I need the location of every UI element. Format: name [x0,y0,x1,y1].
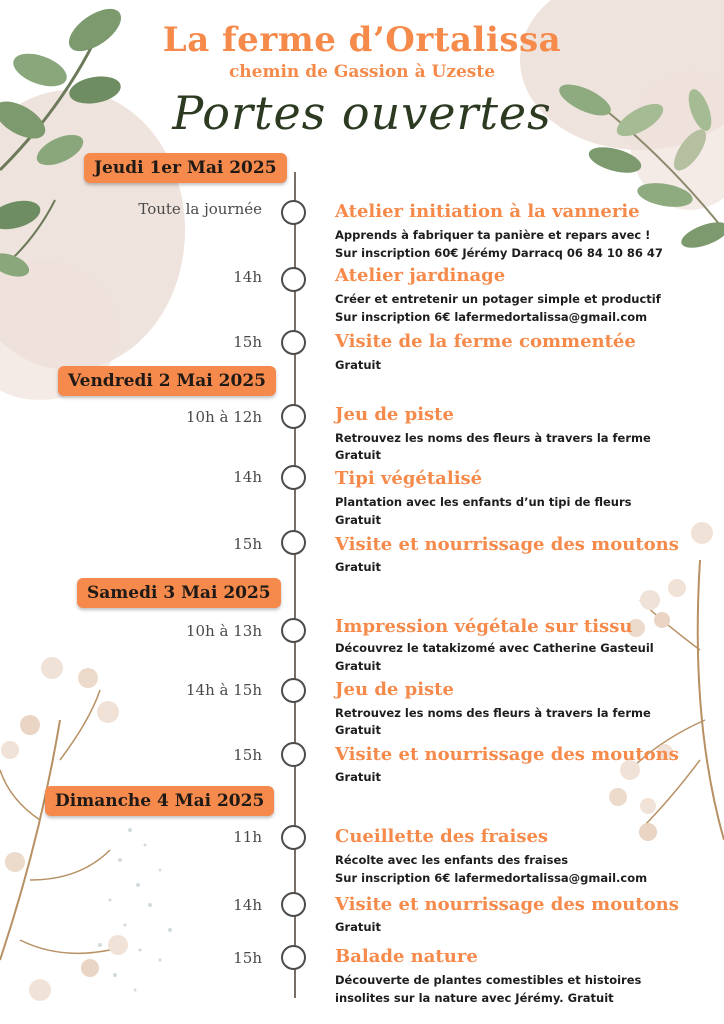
day-badge-dimanche: Dimanche 4 Mai 2025 [45,786,274,816]
event-title-jardinage: Atelier jardinage [335,265,506,286]
event-time: 14h [233,468,262,486]
event-description-cont: insolites sur la nature avec Jérémy. Gratuit [335,991,614,1005]
timeline-circle [281,465,306,490]
event-price: Gratuit [335,723,381,737]
event-time: 10h à 12h [186,408,262,426]
timeline-circle [281,892,306,917]
dried-flowers-right [609,522,724,841]
event-title-moutons: Visite et nourrissage des moutons [335,744,679,765]
event-time: Toute la journée [138,200,262,218]
event-title-balade: Balade nature [335,946,478,967]
event-registration: Sur inscription 6€ lafermedortalissa@gmail.com [335,310,648,324]
event-description: Plantation avec les enfants d’un tipi de fleurs [335,495,632,509]
event-time: 10h à 13h [186,622,262,640]
event-time: 14h à 15h [186,681,262,699]
event-price: Gratuit [335,659,381,673]
event-title-jeu-de-piste: Jeu de piste [335,679,454,700]
event-registration: Sur inscription 60€ Jérémy Darracq 06 84 10 86 47 [335,246,663,260]
event-time: 15h [233,333,262,351]
farm-address: chemin de Gassion à Uzeste [228,62,496,82]
event-description: Découverte de plantes comestibles et histoires [335,973,642,987]
timeline-circle [281,267,306,292]
event-price: Gratuit [335,770,381,784]
day-badge-vendredi: Vendredi 2 Mai 2025 [58,366,276,396]
day-badge-samedi: Samedi 3 Mai 2025 [77,578,281,608]
event-price: Gratuit [335,920,381,934]
event-title-jeu-de-piste: Jeu de piste [335,404,454,425]
event-time: 11h [233,828,262,846]
event-price: Gratuit [335,358,381,372]
event-title-moutons: Visite et nourrissage des moutons [335,534,679,555]
event-title-impression: Impression végétale sur tissu [335,616,633,637]
timeline-circle [281,742,306,767]
event-description: Retrouvez les noms des fleurs à travers la ferme [335,706,651,720]
event-description: Récolte avec les enfants des fraises [335,853,569,867]
event-description: Découvrez le tatakizomé avec Catherine Gasteuil [335,641,654,655]
timeline-circle [281,825,306,850]
event-price: Gratuit [335,448,381,462]
event-time: 15h [233,535,262,553]
event-title-moutons: Visite et nourrissage des moutons [335,894,679,915]
event-description: Créer et entretenir un potager simple et productif [335,292,661,306]
timeline-circle [281,678,306,703]
timeline-circle [281,200,306,225]
event-registration: Sur inscription 6€ lafermedortalissa@gmail.com [335,871,648,885]
event-description: Apprends à fabriquer ta panière et repars avec ! [335,228,651,242]
event-price: Gratuit [335,560,381,574]
farm-name: La ferme d’Ortalissa [162,20,562,60]
event-title-fraises: Cueillette des fraises [335,826,549,847]
timeline-circle [281,530,306,555]
event-title: Portes ouvertes [172,86,552,140]
timeline-circle [281,404,306,429]
event-time: 14h [233,268,262,286]
timeline-circle [281,618,306,643]
event-description: Retrouvez les noms des fleurs à travers la ferme [335,431,651,445]
event-time: 15h [233,746,262,764]
event-price: Gratuit [335,513,381,527]
event-title-visite-ferme: Visite de la ferme commentée [335,331,636,352]
event-time: 15h [233,949,262,967]
day-badge-jeudi: Jeudi 1er Mai 2025 [84,153,287,183]
timeline-circle [281,945,306,970]
event-title-tipi: Tipi végétalisé [335,468,483,489]
event-time: 14h [233,896,262,914]
timeline-circle [281,330,306,355]
timeline-line [294,172,296,998]
event-title-vannerie: Atelier initiation à la vannerie [335,201,640,222]
